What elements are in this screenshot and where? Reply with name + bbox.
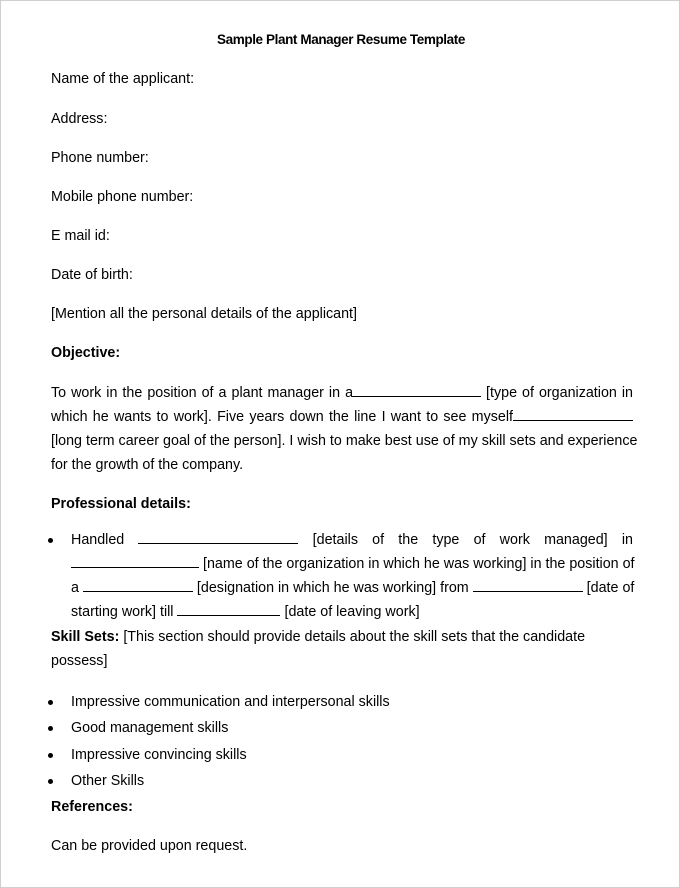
field-address: Address: — [51, 111, 108, 127]
references-text: Can be provided upon request. — [51, 838, 248, 854]
blank-line — [513, 408, 633, 421]
objective-text: To work in the position of a plant manager in a — [51, 385, 354, 401]
bullet-icon — [48, 700, 53, 705]
blank-line — [473, 579, 583, 592]
professional-text: [designation in which he was working] from — [196, 580, 469, 596]
skill-item: Other Skills — [71, 773, 145, 789]
skill-item: Good management skills — [71, 720, 229, 736]
skill-sets-paragraph — [51, 625, 633, 673]
professional-text: Handled — [71, 532, 125, 548]
references-heading: References: — [51, 799, 133, 815]
field-name: Name of the applicant: — [51, 71, 195, 87]
field-email: E mail id: — [51, 228, 110, 244]
professional-text: [name of the organization in which he was working] in the position of — [202, 556, 635, 572]
professional-text: a — [71, 580, 79, 596]
objective-line: [long term career goal of the person]. I wish to make best use of my skill sets and experience — [51, 433, 638, 449]
professional-line — [71, 600, 633, 624]
objective-text: [type of organization in — [486, 385, 633, 401]
blank-line — [177, 603, 280, 616]
blank-line — [71, 555, 199, 568]
professional-text: [date of — [586, 580, 635, 596]
document-title: Sample Plant Manager Resume Template — [217, 32, 465, 47]
professional-line — [71, 576, 633, 600]
objective-heading: Objective: — [51, 345, 121, 361]
skill-sets-line: possess] — [51, 653, 108, 669]
professional-text: starting work] till — [71, 604, 174, 620]
bullet-icon — [48, 779, 53, 784]
skill-item: Impressive convincing skills — [71, 747, 247, 763]
bullet-icon — [48, 538, 53, 543]
blank-line — [353, 384, 481, 397]
bullet-icon — [48, 726, 53, 731]
objective-text: which he wants to work]. Five years down the line I want to see myself — [51, 409, 513, 425]
professional-details-item — [71, 528, 633, 624]
objective-line — [51, 381, 633, 405]
field-dob: Date of birth: — [51, 267, 133, 283]
skill-sets-text: [This section should provide details about the skill sets that the candidate — [119, 629, 586, 645]
professional-heading: Professional details: — [51, 496, 191, 512]
skill-item: Impressive communication and interpersonal skills — [71, 694, 390, 710]
professional-line — [71, 528, 633, 552]
field-phone: Phone number: — [51, 150, 149, 166]
personal-details-note: [Mention all the personal details of the applicant] — [51, 306, 357, 322]
skill-sets-heading: Skill Sets: — [51, 629, 120, 645]
objective-paragraph — [51, 381, 638, 477]
bullet-icon — [48, 753, 53, 758]
professional-text: [details of the type of work managed] in — [312, 532, 633, 548]
field-mobile: Mobile phone number: — [51, 189, 194, 205]
objective-line — [51, 405, 633, 429]
professional-text: [date of leaving work] — [284, 604, 420, 620]
objective-line: for the growth of the company. — [51, 457, 244, 473]
professional-line — [71, 552, 633, 576]
blank-line — [83, 579, 193, 592]
skill-sets-line — [51, 625, 633, 649]
blank-line — [138, 531, 298, 544]
